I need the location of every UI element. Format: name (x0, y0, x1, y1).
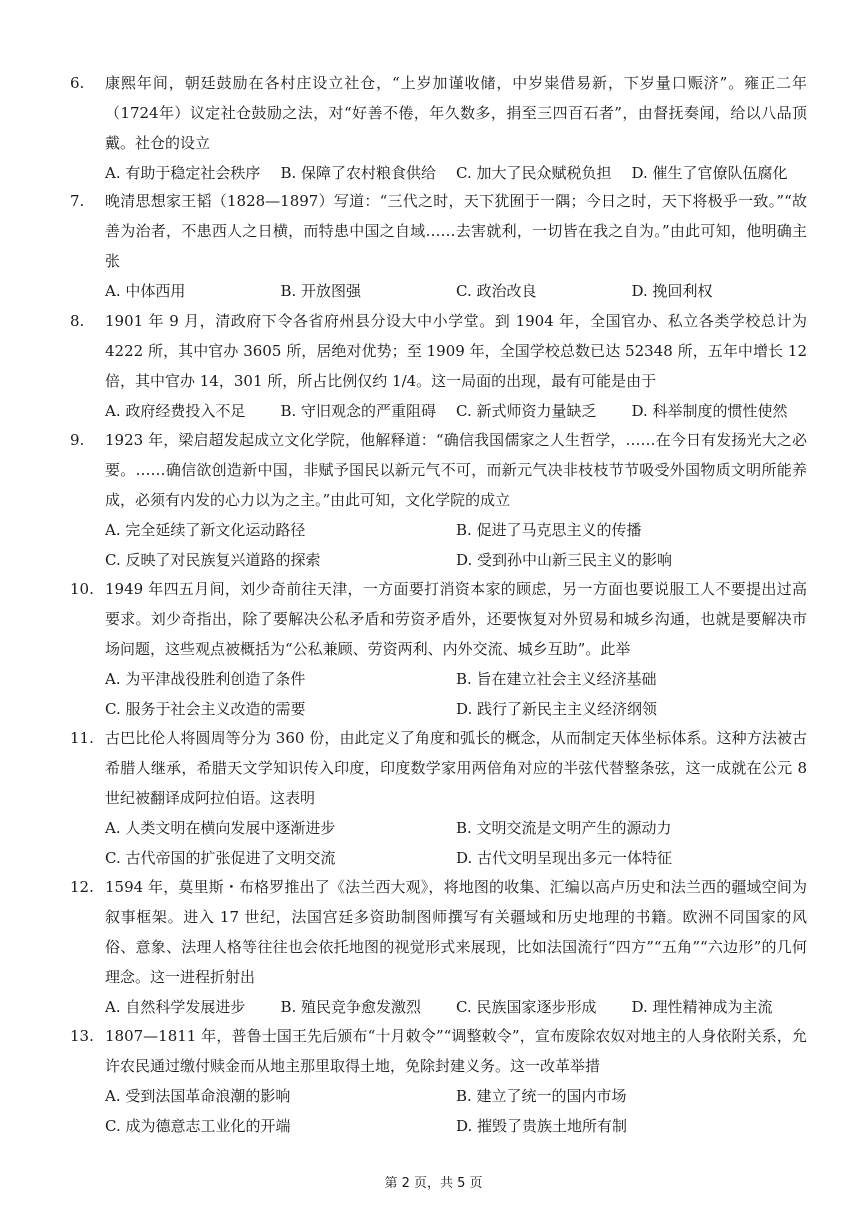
question-number: 13. (70, 1027, 94, 1045)
option-a[interactable]: A. 有助于稳定社会秩序 (105, 164, 261, 182)
question-11 (0, 723, 867, 873)
options (105, 992, 807, 1022)
option-c[interactable]: C. 民族国家逐步形成 (456, 998, 597, 1016)
question-stem: 1901 年 9 月，清政府下令各省府州县分设大中小学堂。到 1904 年，全国官办、私立各类学校总计为 4222 所，其中官办 3605 所，居绝对优势；至 1909 年，全国学校总数已达 52348 所，五年中增长 12 倍，其中官办 14，301 所，所占比例仅约 1/4。这一局面的出现，最有可能是由于 (105, 312, 807, 390)
option-d[interactable]: D. 催生了官僚队伍腐化 (631, 164, 788, 182)
question-number: 11. (70, 729, 94, 747)
option-b[interactable]: B. 殖民竞争愈发激烈 (280, 998, 422, 1016)
page-footer: 第 2 页，共 5 页 (384, 1176, 483, 1191)
options (105, 396, 807, 426)
option-a[interactable]: A. 政府经费投入不足 (105, 402, 246, 420)
question-stem: 1594 年，莫里斯・布格罗推出了《法兰西大观》，将地图的收集、汇编以高卢历史和法兰西的疆域空间为叙事框架。进入 17 世纪，法国宫廷多资助制图师撰写有关疆域和历史地理的书籍。欧洲不同国家的风俗、意象、法理人格等往往也会依托地图的视觉形式来展现，比如法国流行“四方”“五角”“六边形”的几何理念。这一进程折射出 (105, 878, 807, 986)
option-c[interactable]: C. 政治改良 (456, 282, 537, 300)
question-10 (0, 574, 867, 724)
option-c[interactable]: C. 加大了民众赋税负担 (456, 164, 612, 182)
option-d[interactable]: D. 古代文明呈现出多元一体特征 (456, 849, 673, 867)
question-number: 10. (70, 580, 94, 598)
option-d[interactable]: D. 理性精神成为主流 (631, 998, 773, 1016)
question-stem: 古巴比伦人将圆周等分为 360 份，由此定义了角度和弧长的概念，从而制定天体坐标体系。这种方法被古希腊人继承，希腊天文学知识传入印度，印度数学家用两倍角对应的半弦代替整条弦，这一成就在公元 8 世纪被翻译成阿拉伯语。这表明 (105, 729, 807, 807)
question-number: 9. (70, 431, 85, 449)
option-b[interactable]: B. 促进了马克思主义的传播 (456, 521, 642, 539)
option-b[interactable]: B. 守旧观念的严重阻碍 (280, 402, 437, 420)
question-number: 6. (70, 74, 85, 92)
option-b[interactable]: B. 保障了农村粮食供给 (280, 164, 437, 182)
question-6 (0, 68, 867, 188)
question-9 (0, 425, 867, 575)
option-b[interactable]: B. 旨在建立社会主义经济基础 (456, 670, 657, 688)
option-c[interactable]: C. 服务于社会主义改造的需要 (105, 700, 306, 718)
option-b[interactable]: B. 文明交流是文明产生的源动力 (456, 819, 672, 837)
option-d[interactable]: D. 摧毁了贵族土地所有制 (456, 1117, 628, 1135)
question-stem: 1949 年四五月间，刘少奇前往天津，一方面要打消资本家的顾虑，另一方面也要说服工人不要提出过高要求。刘少奇指出，除了要解决公私矛盾和劳资矛盾外，还要恢复对外贸易和城乡沟通，也就是要解决市场问题，这些观点被概括为“公私兼顾、劳资两利、内外交流、城乡互助”。此举 (105, 580, 807, 658)
options (105, 276, 807, 306)
option-b[interactable]: B. 开放图强 (280, 282, 362, 300)
question-stem: 康熙年间，朝廷鼓励在各村庄设立社仓，“上岁加谨收储，中岁粜借易新，下岁量口赈济”。雍正二年（1724年）议定社仓鼓励之法，对“好善不倦，年久数多，捐至三四百石者”，由督抚奏闻，给以八品顶戴。社仓的设立 (105, 74, 807, 152)
question-stem: 晚清思想家王韬（1828—1897）写道：“三代之时，天下犹囿于一隅；今日之时，天下将极乎一致。”“故善为治者，不患西人之日横，而特患中国之自域……去害就利，一切皆在我之自为。”由此可知，他明确主张 (105, 192, 807, 270)
option-a[interactable]: A. 自然科学发展进步 (105, 998, 246, 1016)
options (105, 1081, 807, 1141)
options (105, 664, 807, 724)
option-c[interactable]: C. 反映了对民族复兴道路的探索 (105, 551, 321, 569)
options (105, 158, 807, 188)
question-number: 7. (70, 192, 85, 210)
question-stem: 1923 年，梁启超发起成立文化学院，他解释道：“确信我国儒家之人生哲学，……在今日有发扬光大之必要。……确信欲创造新中国，非赋予国民以新元气不可，而新元气决非枝枝节节吸受外国物质文明所能养成，必须有内发的心力以为之主。”由此可知，文化学院的成立 (105, 431, 807, 509)
question-7 (0, 186, 867, 306)
option-d[interactable]: D. 受到孙中山新三民主义的影响 (456, 551, 673, 569)
option-c[interactable]: C. 古代帝国的扩张促进了文明交流 (105, 849, 336, 867)
option-a[interactable]: A. 完全延续了新文化运动路径 (105, 521, 306, 539)
option-d[interactable]: D. 挽回利权 (631, 282, 713, 300)
option-a[interactable]: A. 人类文明在横向发展中逐渐进步 (105, 819, 336, 837)
question-number: 12. (70, 878, 94, 896)
options (105, 515, 807, 575)
question-12 (0, 872, 867, 1022)
option-a[interactable]: A. 中体西用 (105, 282, 186, 300)
option-a[interactable]: A. 为平津战役胜利创造了条件 (105, 670, 306, 688)
option-a[interactable]: A. 受到法国革命浪潮的影响 (105, 1087, 291, 1105)
question-stem: 1807—1811 年，普鲁士国王先后颁布“十月敕令”“调整敕令”，宣布废除农奴对地主的人身依附关系，允许农民通过缴付赎金而从地主那里取得土地，免除封建义务。这一改革举措 (105, 1027, 807, 1075)
option-d[interactable]: D. 践行了新民主主义经济纲领 (456, 700, 658, 718)
option-c[interactable]: C. 新式师资力量缺乏 (456, 402, 597, 420)
option-d[interactable]: D. 科举制度的惯性使然 (631, 402, 788, 420)
option-b[interactable]: B. 建立了统一的国内市场 (456, 1087, 627, 1105)
question-13 (0, 1021, 867, 1141)
option-c[interactable]: C. 成为德意志工业化的开端 (105, 1117, 291, 1135)
question-number: 8. (70, 312, 85, 330)
options (105, 813, 807, 873)
question-8 (0, 306, 867, 426)
